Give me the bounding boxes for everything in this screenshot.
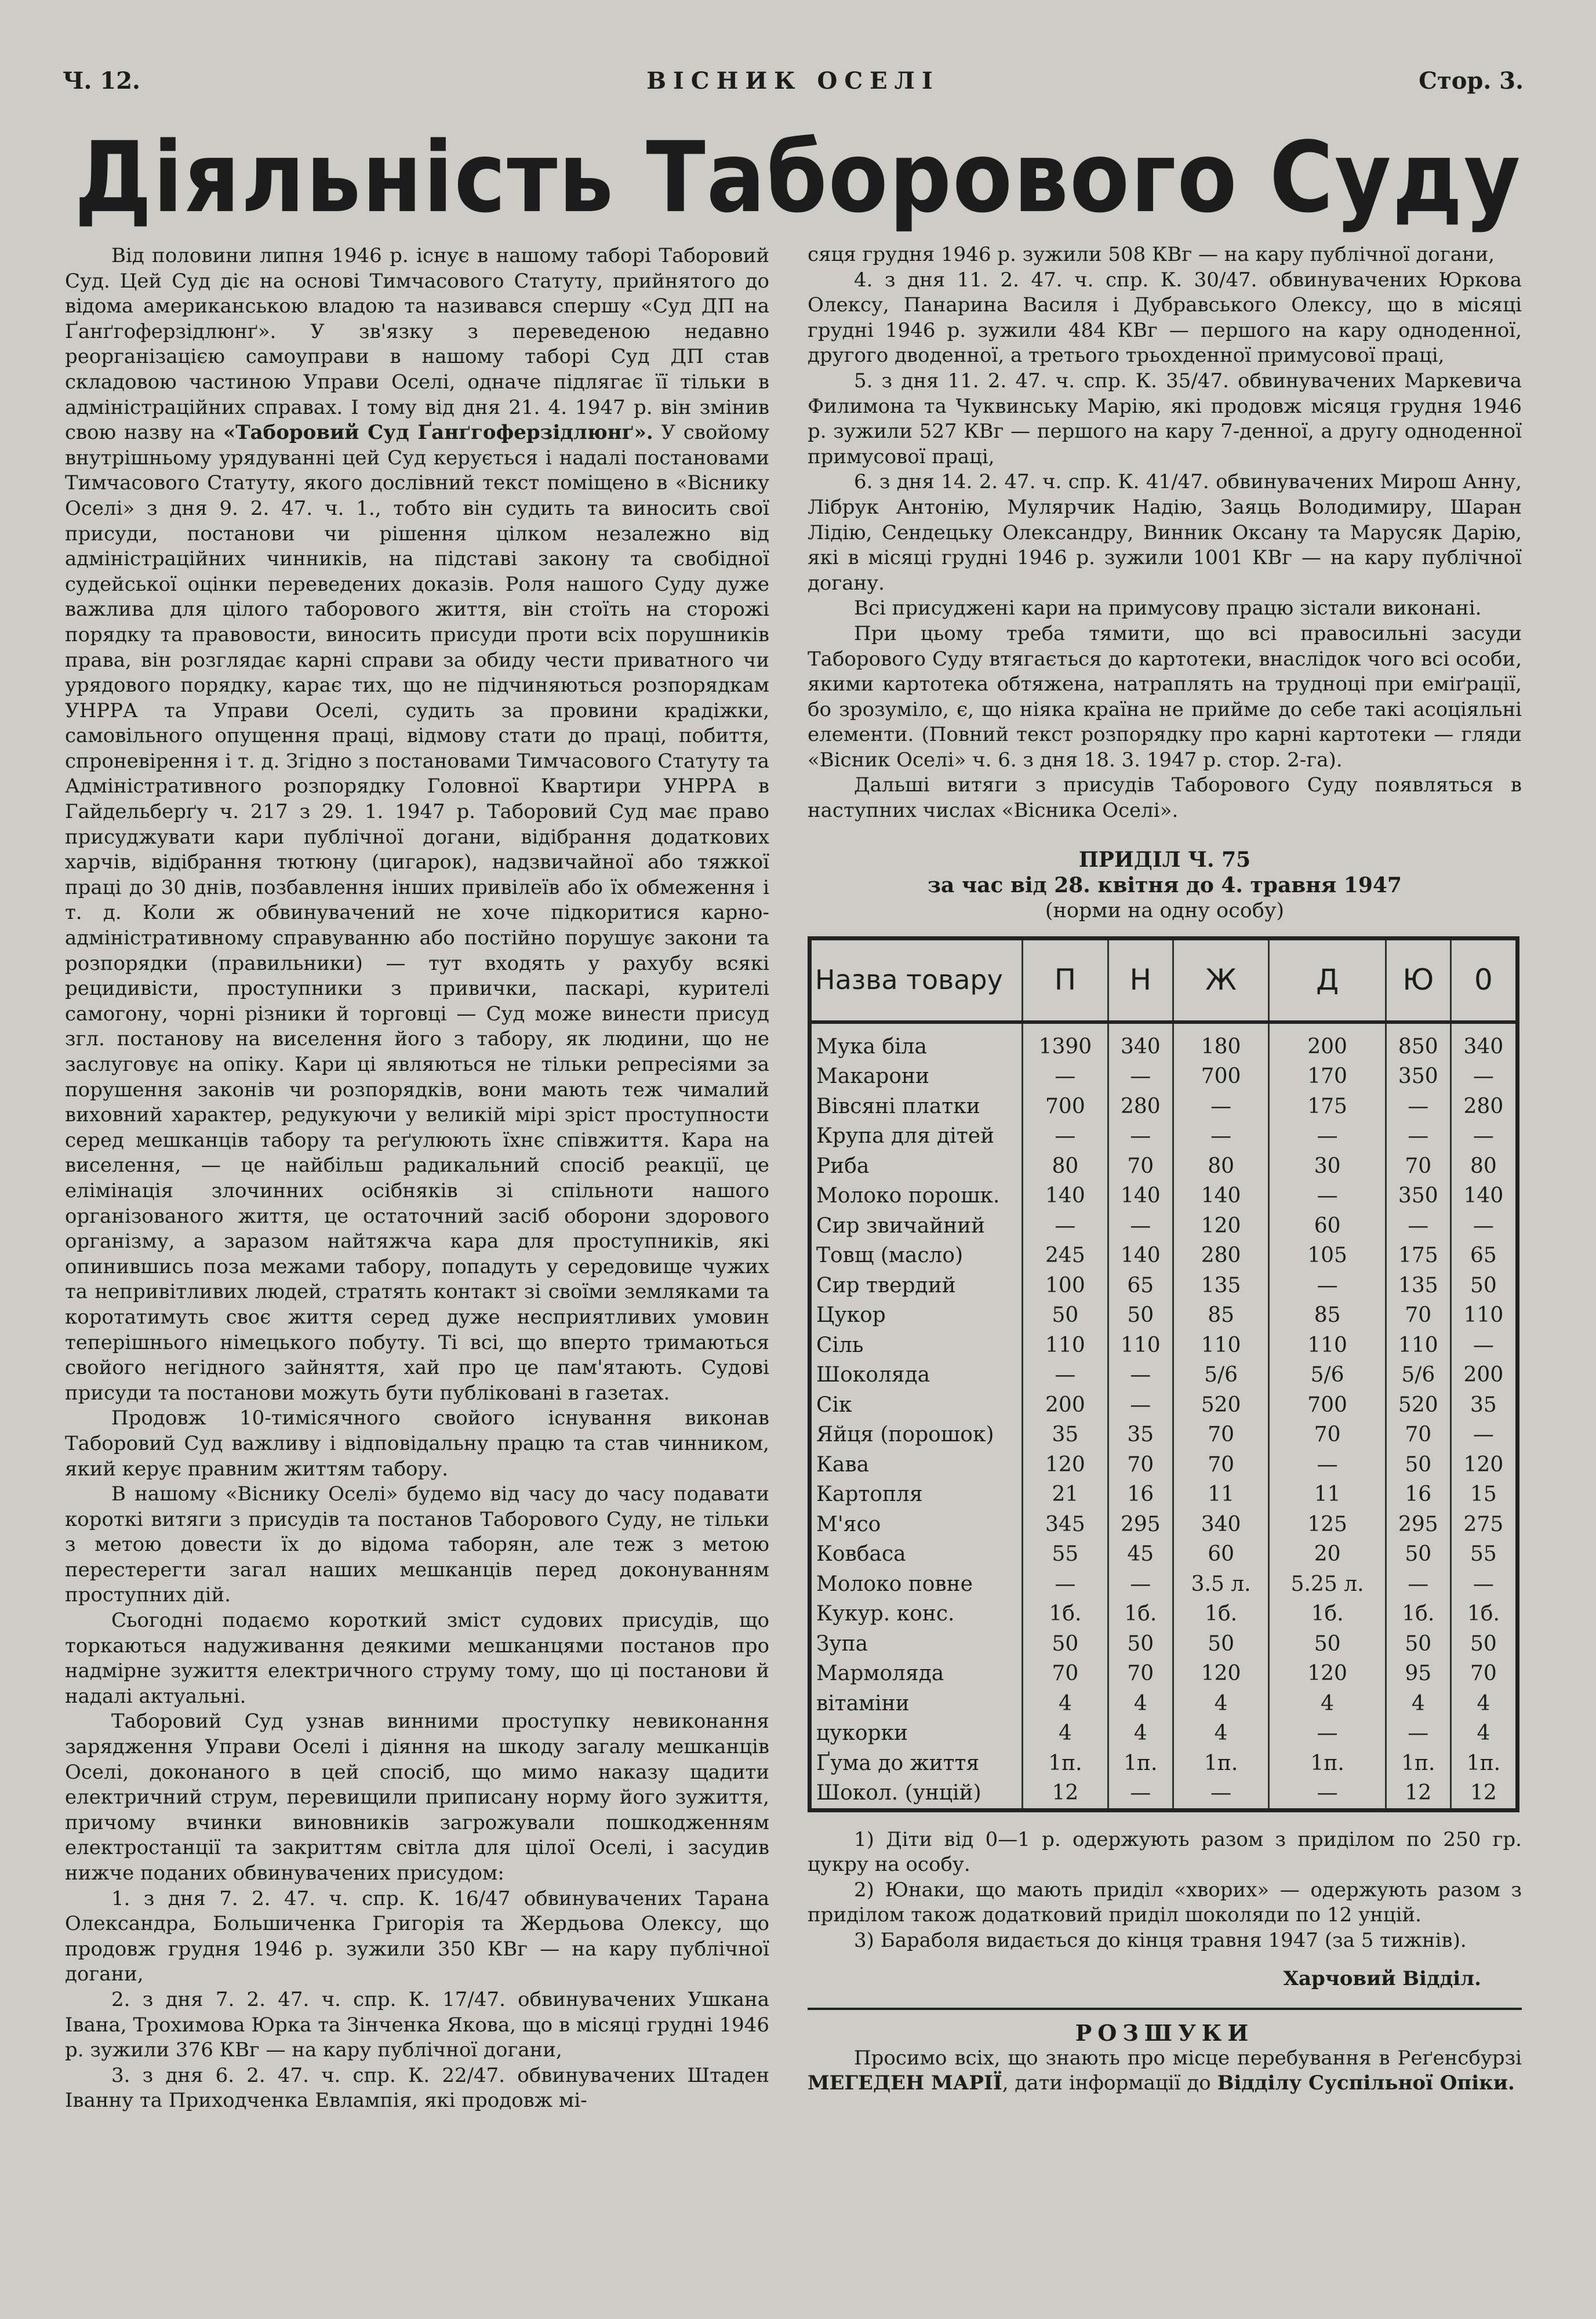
quantity-cell: — <box>1023 1062 1108 1092</box>
table-row <box>810 1241 1518 1271</box>
item-name-cell: Молоко повне <box>810 1569 1023 1600</box>
table-row <box>810 1778 1518 1810</box>
quantity-cell: 180 <box>1173 1022 1269 1062</box>
quantity-cell: 11 <box>1173 1480 1269 1510</box>
quantity-cell: 1б. <box>1173 1599 1269 1629</box>
quantity-cell: — <box>1386 1569 1450 1600</box>
table-row <box>810 1659 1518 1689</box>
table-row <box>810 1718 1518 1749</box>
quantity-cell: 280 <box>1450 1092 1517 1122</box>
table-row <box>810 1092 1518 1122</box>
quantity-cell: — <box>1108 1390 1173 1420</box>
quantity-cell: — <box>1269 1718 1386 1749</box>
quantity-cell: 120 <box>1023 1450 1108 1480</box>
item-name-cell: Цукор <box>810 1300 1023 1331</box>
quantity-cell: 350 <box>1386 1181 1450 1211</box>
masthead: ВІСНИК ОСЕЛІ <box>646 67 940 94</box>
quantity-cell: 50 <box>1108 1629 1173 1659</box>
quantity-cell: 200 <box>1269 1022 1386 1062</box>
table-row <box>810 1022 1518 1062</box>
item-name-cell: Кава <box>810 1450 1023 1480</box>
column-header-category: П <box>1023 938 1108 1022</box>
quantity-cell: 350 <box>1386 1062 1450 1092</box>
quantity-cell: 120 <box>1173 1211 1269 1241</box>
quantity-cell: 275 <box>1450 1510 1517 1540</box>
quantity-cell: 1б. <box>1269 1599 1386 1629</box>
item-name-cell: Риба <box>810 1151 1023 1182</box>
quantity-cell: 70 <box>1108 1450 1173 1480</box>
item-name-cell: Сіль <box>810 1331 1023 1361</box>
court-case: 3. з дня 6. 2. 47. ч. спр. К. 22/47. обвинувачених Штаден Іванну та Приходченка Евлампія, які продовж мі- <box>65 2063 769 2113</box>
quantity-cell: 120 <box>1173 1659 1269 1689</box>
quantity-cell: — <box>1108 1211 1173 1241</box>
quantity-cell: — <box>1023 1211 1108 1241</box>
quantity-cell: 140 <box>1108 1181 1173 1211</box>
table-row <box>810 1480 1518 1510</box>
quantity-cell: 12 <box>1450 1778 1517 1810</box>
quantity-cell: — <box>1386 1718 1450 1749</box>
issue-number: Ч. 12. <box>63 67 140 94</box>
quantity-cell: — <box>1269 1121 1386 1151</box>
table-row <box>810 1360 1518 1390</box>
paragraph-intro: Від половини липня 1946 р. існує в нашому таборі Таборовий Суд. Цей Суд діє на основі Тимчасового Статуту, прийнятого до відома американською владою та називався спершу «Суд ДП на Ґанґгоферзідлюнґ». У зв'язку з переведеною недавно реорганізацією самоуправи в нашому таборі Суд ДП став складовою частиною Управи Оселі, одначе підлягає її тільки в адміністраційних справах. І тому від дня 21. 4. 1947 р. він змінив свою назву на «Таборовий Суд Ґанґгоферзідлюнґ». У свойому внутрішньому урядуванні цей Суд керується і надалі постановами Тимчасового Статуту, якого дослівний текст поміщено в «Віснику Оселі» з дня 9. 2. 47. ч. 1., тобто він судить та виносить свої присуди, постанови чи рішення цілком незалежно від адміністраційних чинників, на підставі закону та свобідної судейської оцінки переведених доказів. Роля нашого Суду дуже важлива для цілого таборового життя, він стоїть на сторожі порядку та правовости, виносить присуди проти всіх порушників права, він розглядає карні справи за обиду чести приватного чи урядового порядку, карає тих, що не підчиняються розпорядкам УНРРА та Управи Оселі, судить за провини крадіжки, самовільного опущення праці, відмову стати до праці, побиття, спроневірення і т. д. Згідно з постановами Тимчасового Статуту та Адміністративного розпорядку Головної Квартири УНРРА в Гайдельберґу ч. 217 з 29. 1. 1947 р. Таборовий Суд має право присуджувати кари публічної догани, відібрання додаткових харчів, відібрання тютюну (цигарок), надзвичайної або тяжкої праці до 30 днів, позбавлення інших привілеїв або їх обмеження і т. д. Коли ж обвинувачений не хоче підкоритися карно-адміністративному справуванню або постійно порушує закони та розпорядки (правильники) — тут входять у рахубу всякі рецидивісти, проступники з привички, паскарі, курителі самогону, чорні різники й торговці — Суд може винести присуд згл. постанову на виселення його з табору, як людини, що не заслуговує на опіку. Кари ці являються не тільки репресіями за порушення законів чи розпорядків, вони мають теж чималий виховний характер, редукуючи у великій мірі зріст проступности серед мешканців табору та реґулюють їхнє співжиття. Кара на виселення, — це найбільш радикальний спосіб реакції, це елімінація злочинних осібняків зі спільноти нашого організованого життя, це остаточний засіб оборони здорового організму, а заразом найтяжча кара для проступників, які опинившись поза межами табору, попадуть у середовище чужих та непривітливих людей, стратять контакт зі своїми земляками та коротатимуть своє життя серед дуже несприятливих умовин теперішнього німецького побуту. Ті всі, що вперто тримаються свойого негідного зайняття, хай про це пам'ятають. Судові присуди та постанови можуть бути публіковані в газетах. <box>65 244 769 1405</box>
quantity-cell: 3.5 л. <box>1173 1569 1269 1600</box>
quantity-cell: 80 <box>1450 1151 1517 1182</box>
ration-table-body <box>810 1022 1518 1811</box>
quantity-cell: 1п. <box>1108 1749 1173 1779</box>
quantity-cell: 140 <box>1108 1241 1173 1271</box>
quantity-cell: 295 <box>1386 1510 1450 1540</box>
ration-note: 3) Бараболя видається до кінця травня 1947 (за 5 тижнів). <box>854 1929 1467 1953</box>
quantity-cell: 60 <box>1173 1539 1269 1569</box>
quantity-cell: 65 <box>1450 1241 1517 1271</box>
quantity-cell: 30 <box>1269 1151 1386 1182</box>
quantity-cell: 175 <box>1386 1241 1450 1271</box>
quantity-cell: 110 <box>1173 1331 1269 1361</box>
quantity-cell: 280 <box>1108 1092 1173 1122</box>
ration-period: за час від 28. квітня до 4. травня 1947 <box>928 873 1402 897</box>
quantity-cell: — <box>1450 1062 1517 1092</box>
quantity-cell: 70 <box>1450 1659 1517 1689</box>
quantity-cell: — <box>1108 1569 1173 1600</box>
left-column <box>65 243 769 2114</box>
quantity-cell: 85 <box>1173 1300 1269 1331</box>
quantity-cell: — <box>1023 1121 1108 1151</box>
quantity-cell: 4 <box>1269 1689 1386 1719</box>
quantity-cell: 50 <box>1386 1629 1450 1659</box>
quantity-cell: 105 <box>1269 1241 1386 1271</box>
quantity-cell: 125 <box>1269 1510 1386 1540</box>
quantity-cell: 850 <box>1386 1022 1450 1062</box>
table-row <box>810 1510 1518 1540</box>
quantity-cell: — <box>1108 1778 1173 1810</box>
quantity-cell: 700 <box>1269 1390 1386 1420</box>
table-row <box>810 1211 1518 1241</box>
quantity-cell: 70 <box>1386 1151 1450 1182</box>
quantity-cell: 5.25 л. <box>1269 1569 1386 1600</box>
ration-table-header <box>810 938 1518 1022</box>
ration-note: 1) Діти від 0—1 р. одержують разом з приділом по 250 гр. цукру на особу. <box>808 1827 1522 1877</box>
item-name-cell: Крупа для дітей <box>810 1121 1023 1151</box>
table-row <box>810 1749 1518 1779</box>
quantity-cell: — <box>1023 1569 1108 1600</box>
quantity-cell: 700 <box>1023 1092 1108 1122</box>
table-row <box>810 1300 1518 1331</box>
divider <box>808 2008 1522 2010</box>
quantity-cell: — <box>1386 1092 1450 1122</box>
quantity-cell: 80 <box>1023 1151 1108 1182</box>
quantity-cell: — <box>1108 1360 1173 1390</box>
item-name-cell: Вівсяні платки <box>810 1092 1023 1122</box>
quantity-cell: 4 <box>1173 1689 1269 1719</box>
quantity-cell: — <box>1173 1121 1269 1151</box>
paragraph: В нашому «Віснику Оселі» будемо від часу до часу подавати короткі витяги з присудів та постанов Таборового Суду, не тільки з метою довести їх до відома таборян, але теж з метою перестерегти загал наших мешканців перед доконуванням проступних дій. <box>65 1482 769 1607</box>
quantity-cell: 35 <box>1023 1420 1108 1450</box>
quantity-cell: 340 <box>1108 1022 1173 1062</box>
quantity-cell: 200 <box>1450 1360 1517 1390</box>
item-name-cell: Яйця (порошок) <box>810 1420 1023 1450</box>
quantity-cell: 340 <box>1173 1510 1269 1540</box>
search-notice: Просимо всіх, що знають про місце перебування в Реґенсбурзі МЕГЕДЕН МАРІЇ, дати інформації до Відділу Суспільної Опіки. <box>808 2046 1522 2095</box>
quantity-cell: 1б. <box>1108 1599 1173 1629</box>
quantity-cell: — <box>1450 1211 1517 1241</box>
quantity-cell: 135 <box>1173 1271 1269 1301</box>
column-header-category: Ю <box>1386 938 1450 1022</box>
court-case: 6. з дня 14. 2. 47. ч. спр. К. 41/47. обвинувачених Мирош Анну, Лібрук Антонію, Мулярчик Надію, Заяць Володимиру, Шаран Лідію, Сендецьку Олександру, Винник Оксану та Марусяк Дарію, які в місяці грудні 1946 р. зужили 1001 КВг — на кару публічної догану. <box>808 470 1522 595</box>
quantity-cell: 110 <box>1269 1331 1386 1361</box>
quantity-cell: — <box>1269 1271 1386 1301</box>
ration-heading: ПРИДІЛ Ч. 75 <box>1078 847 1251 872</box>
court-case: 1. з дня 7. 2. 47. ч. спр. К. 16/47 обвинувачених Тарана Олександра, Большиченка Григорія та Жердьова Олексу, що продовж грудня 1946 р. зужили 350 КВг — на кару публічної догани, <box>65 1887 769 1986</box>
quantity-cell: 4 <box>1108 1718 1173 1749</box>
quantity-cell: 340 <box>1450 1022 1517 1062</box>
right-column <box>808 242 1522 2096</box>
item-name-cell: Ковбаса <box>810 1539 1023 1569</box>
item-name-cell: Кукур. конс. <box>810 1599 1023 1629</box>
item-name-cell: Зупа <box>810 1629 1023 1659</box>
quantity-cell: 65 <box>1108 1271 1173 1301</box>
quantity-cell: 140 <box>1450 1181 1517 1211</box>
quantity-cell: 50 <box>1023 1629 1108 1659</box>
quantity-cell: 135 <box>1386 1271 1450 1301</box>
item-name-cell: Шоколяда <box>810 1360 1023 1390</box>
quantity-cell: — <box>1173 1092 1269 1122</box>
quantity-cell: 16 <box>1108 1480 1173 1510</box>
quantity-cell: 70 <box>1173 1450 1269 1480</box>
quantity-cell: 1390 <box>1023 1022 1108 1062</box>
column-header-item: Назва товару <box>810 938 1023 1022</box>
quantity-cell: 16 <box>1386 1480 1450 1510</box>
quantity-cell: 110 <box>1023 1331 1108 1361</box>
table-row <box>810 1151 1518 1182</box>
column-header-category: Д <box>1269 938 1386 1022</box>
quantity-cell: 170 <box>1269 1062 1386 1092</box>
quantity-cell: 1б. <box>1023 1599 1108 1629</box>
quantity-cell: 345 <box>1023 1510 1108 1540</box>
quantity-cell: 85 <box>1269 1300 1386 1331</box>
quantity-cell: 35 <box>1450 1390 1517 1420</box>
quantity-cell: 5/6 <box>1386 1360 1450 1390</box>
ration-section <box>808 847 1522 924</box>
quantity-cell: 4 <box>1023 1718 1108 1749</box>
quantity-cell: — <box>1173 1778 1269 1810</box>
table-row <box>810 1599 1518 1629</box>
ration-signature: Харчовий Відділ. <box>1283 1967 1481 1990</box>
quantity-cell: 700 <box>1173 1062 1269 1092</box>
quantity-cell: 50 <box>1108 1300 1173 1331</box>
quantity-cell: 50 <box>1386 1450 1450 1480</box>
quantity-cell: 1б. <box>1386 1599 1450 1629</box>
quantity-cell: 50 <box>1269 1629 1386 1659</box>
item-name-cell: цукорки <box>810 1718 1023 1749</box>
quantity-cell: 20 <box>1269 1539 1386 1569</box>
article-title: Діяльність Таборового Суду <box>74 121 1522 235</box>
item-name-cell: Картопля <box>810 1480 1023 1510</box>
table-row <box>810 1062 1518 1092</box>
quantity-cell: — <box>1269 1778 1386 1810</box>
quantity-cell: 15 <box>1450 1480 1517 1510</box>
quantity-cell: 70 <box>1386 1420 1450 1450</box>
quantity-cell: 1п. <box>1023 1749 1108 1779</box>
quantity-cell: — <box>1386 1121 1450 1151</box>
item-name-cell: вітаміни <box>810 1689 1023 1719</box>
quantity-cell: 1п. <box>1269 1749 1386 1779</box>
table-row <box>810 1271 1518 1301</box>
quantity-cell: 520 <box>1173 1390 1269 1420</box>
quantity-cell: 12 <box>1023 1778 1108 1810</box>
table-row <box>810 1450 1518 1480</box>
quantity-cell: 55 <box>1023 1539 1108 1569</box>
page-number: Стор. 3. <box>1419 67 1524 94</box>
table-row <box>810 1689 1518 1719</box>
quantity-cell: 12 <box>1386 1778 1450 1810</box>
item-name-cell: М'ясо <box>810 1510 1023 1540</box>
quantity-cell: 95 <box>1386 1659 1450 1689</box>
item-name-cell: Сік <box>810 1390 1023 1420</box>
item-name-cell: Сир твердий <box>810 1271 1023 1301</box>
table-row <box>810 1181 1518 1211</box>
quantity-cell: 50 <box>1173 1629 1269 1659</box>
ration-note: 2) Юнаки, що мають придiл «хворих» — одержують разом з приділом також додатковий приділ шоколяди по 12 унцій. <box>808 1878 1522 1927</box>
quantity-cell: — <box>1450 1331 1517 1361</box>
ration-norm: (норми на одну особу) <box>1045 899 1285 922</box>
quantity-cell: 45 <box>1108 1539 1173 1569</box>
quantity-cell: 5/6 <box>1173 1360 1269 1390</box>
quantity-cell: 140 <box>1023 1181 1108 1211</box>
quantity-cell: 1п. <box>1450 1749 1517 1779</box>
quantity-cell: 110 <box>1386 1331 1450 1361</box>
quantity-cell: 70 <box>1173 1420 1269 1450</box>
quantity-cell: 200 <box>1023 1390 1108 1420</box>
quantity-cell: 520 <box>1386 1390 1450 1420</box>
quantity-cell: — <box>1450 1420 1517 1450</box>
quantity-cell: 1п. <box>1386 1749 1450 1779</box>
quantity-cell: 100 <box>1023 1271 1108 1301</box>
quantity-cell: 70 <box>1108 1151 1173 1182</box>
item-name-cell: Сир звичайний <box>810 1211 1023 1241</box>
court-case: 4. з дня 11. 2. 47. ч. спр. К. 30/47. обвинувачених Юркова Олексу, Панарина Василя і Дубравського Олексу, що в місяці грудні 1946 р. зужили 484 КВг — першого на кару одноденної, другого дводенної, а третього трьохденної примусової праці, <box>808 268 1522 368</box>
table-row <box>810 1629 1518 1659</box>
search-heading: РОЗШУКИ <box>1075 2020 1255 2047</box>
quantity-cell: 70 <box>1386 1300 1450 1331</box>
item-name-cell: Шокол. (унцій) <box>810 1778 1023 1810</box>
quantity-cell: 280 <box>1173 1241 1269 1271</box>
quantity-cell: 5/6 <box>1269 1360 1386 1390</box>
quantity-cell: 50 <box>1386 1539 1450 1569</box>
quantity-cell: — <box>1108 1121 1173 1151</box>
item-name-cell: Мармоляда <box>810 1659 1023 1689</box>
quantity-cell: 80 <box>1173 1151 1269 1182</box>
quantity-cell: 175 <box>1269 1092 1386 1122</box>
quantity-cell: 50 <box>1023 1300 1108 1331</box>
quantity-cell: 120 <box>1450 1450 1517 1480</box>
paragraph: Сьогодні подаємо короткий зміст судових присудів, що торкаються надуживання деякими мешканцями постанов про надмірне зужиття електричного струму тому, що ці постанови й надалі актуальні. <box>65 1609 769 1708</box>
column-header-category: Ж <box>1173 938 1269 1022</box>
quantity-cell: 4 <box>1173 1718 1269 1749</box>
paragraph: Таборовий Суд узнав винними проступку невиконання зарядження Управи Оселі і діяння на шкоду загалу мешканців Оселі, доконаного в цей спосіб, що мимо наказу щадити електричний струм, перевищили приписану норму його зужиття, причому вчинки виновників загрожували пошкодженням електростанції та закриттям світла для цілої Оселі, і засудив нижче поданих обвинувачених присудом: <box>65 1710 769 1885</box>
column-header-category: 0 <box>1450 938 1517 1022</box>
quantity-cell: 4 <box>1450 1718 1517 1749</box>
quantity-cell: 70 <box>1108 1659 1173 1689</box>
paragraph: Всі присуджені кари на примусову працю зістали виконані. <box>854 597 1482 620</box>
quantity-cell: 4 <box>1450 1689 1517 1719</box>
table-row <box>810 1420 1518 1450</box>
quantity-cell: 245 <box>1023 1241 1108 1271</box>
quantity-cell: 55 <box>1450 1539 1517 1569</box>
quantity-cell: — <box>1269 1450 1386 1480</box>
item-name-cell: Макарони <box>810 1062 1023 1092</box>
quantity-cell: 1п. <box>1173 1749 1269 1779</box>
quantity-cell: 140 <box>1173 1181 1269 1211</box>
paragraph: При цьому треба тямити, що всі правосильні засуди Таборового Суду втягається до картотеки, внаслідок чого всі особи, якими картотека обтяжена, натраплять на трудноці при еміґрації, бо зрозуміло, є, що ніяка країна не прийме до себе такі асоціяльні елементи. (Повний текст розпорядку про карні картотеки — гляди «Вісник Оселі» ч. 6. з дня 18. 3. 1947 р. стор. 2-га). <box>808 621 1522 772</box>
ration-notes <box>808 1827 1522 1954</box>
quantity-cell: 50 <box>1450 1271 1517 1301</box>
paragraph: Продовж 10-тимісячного свойого існування виконав Таборовий Суд важливу і відповідальну працю та став чинником, який керує правним життям табору. <box>65 1406 769 1481</box>
item-name-cell: Ґума до життя <box>810 1749 1023 1779</box>
quantity-cell: 70 <box>1269 1420 1386 1450</box>
court-case: 5. з дня 11. 2. 47. ч. спр. К. 35/47. обвинувачених Маркевича Филимона та Чуквинську Марію, які продовж місяця грудня 1946 р. зужили 527 КВг — першого на кару 7-денної, а другу одноденної примусової праці, <box>808 369 1522 468</box>
quantity-cell: 1б. <box>1450 1599 1517 1629</box>
quantity-cell: 70 <box>1023 1659 1108 1689</box>
quantity-cell: — <box>1269 1181 1386 1211</box>
page-header <box>63 63 1524 97</box>
quantity-cell: — <box>1450 1121 1517 1151</box>
table-row <box>810 1331 1518 1361</box>
quantity-cell: 4 <box>1108 1689 1173 1719</box>
item-name-cell: Товщ (масло) <box>810 1241 1023 1271</box>
quantity-cell: 60 <box>1269 1211 1386 1241</box>
paragraph: Дальші витяги з присудів Таборового Суду появляться в наступних числах «Вісника Оселі». <box>808 773 1522 823</box>
quantity-cell: 4 <box>1386 1689 1450 1719</box>
quantity-cell: 21 <box>1023 1480 1108 1510</box>
quantity-cell: 110 <box>1450 1300 1517 1331</box>
table-row <box>810 1390 1518 1420</box>
quantity-cell: 35 <box>1108 1420 1173 1450</box>
court-case-continued: сяця грудня 1946 р. зужили 508 КВг — на кару публічної догани, <box>808 243 1495 266</box>
quantity-cell: — <box>1386 1211 1450 1241</box>
quantity-cell: — <box>1450 1569 1517 1600</box>
quantity-cell: 110 <box>1108 1331 1173 1361</box>
item-name-cell: Молоко порошк. <box>810 1181 1023 1211</box>
court-case: 2. з дня 7. 2. 47. ч. спр. К. 17/47. обвинувачених Ушкана Івана, Трохимова Юрка та Зінченка Якова, що в місяці грудні 1946 р. зужили 376 КВг — на кару публічної догани, <box>65 1987 769 2062</box>
quantity-cell: 120 <box>1269 1659 1386 1689</box>
table-row <box>810 1121 1518 1151</box>
table-row <box>810 1569 1518 1600</box>
column-header-category: Н <box>1108 938 1173 1022</box>
ration-table <box>808 936 1519 1812</box>
quantity-cell: 4 <box>1023 1689 1108 1719</box>
quantity-cell: — <box>1108 1062 1173 1092</box>
quantity-cell: 50 <box>1450 1629 1517 1659</box>
quantity-cell: 11 <box>1269 1480 1386 1510</box>
table-row <box>810 1539 1518 1569</box>
item-name-cell: Мука біла <box>810 1022 1023 1062</box>
quantity-cell: — <box>1023 1360 1108 1390</box>
quantity-cell: 295 <box>1108 1510 1173 1540</box>
